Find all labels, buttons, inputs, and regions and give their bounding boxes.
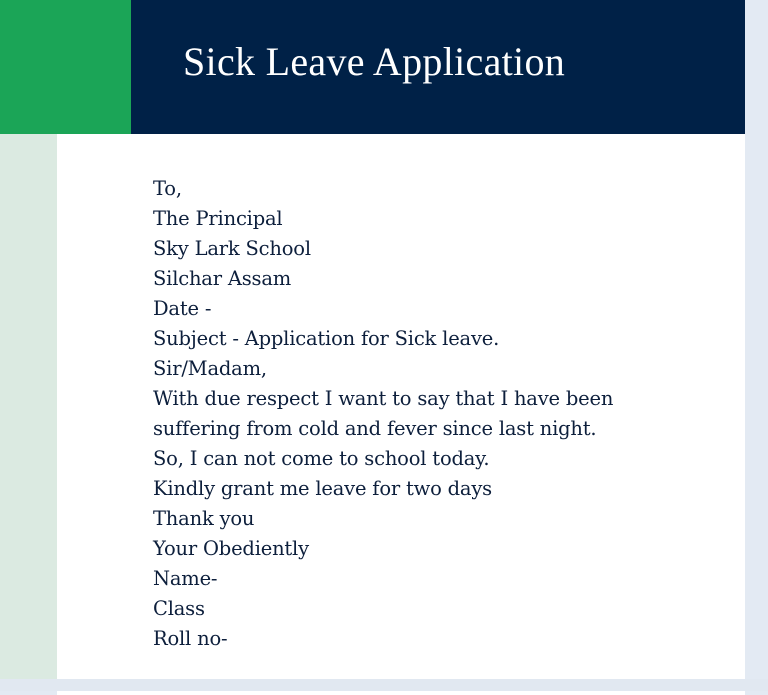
letter-line-recipient: The Principal — [153, 207, 283, 230]
letter-line-name: Name- — [153, 567, 218, 590]
letter-line-subject: Subject - Application for Sick leave. — [153, 327, 500, 350]
letter-card — [57, 134, 745, 679]
letter-line-signoff: Your Obediently — [153, 537, 309, 560]
letter-line-closing: Thank you — [153, 507, 255, 530]
letter-line-to: To, — [153, 177, 182, 200]
page-title: Sick Leave Application — [183, 39, 566, 84]
letter-line-body: Kindly grant me leave for two days — [153, 477, 492, 500]
bottom-divider-band — [0, 679, 768, 691]
letter-line-class: Class — [153, 597, 205, 620]
header-banner — [131, 0, 745, 134]
green-accent-block — [0, 0, 131, 134]
letter-body — [153, 174, 613, 654]
next-card-edge — [57, 691, 745, 695]
letter-line-date: Date - — [153, 297, 212, 320]
right-margin — [745, 0, 768, 695]
letter-line-roll-no: Roll no- — [153, 627, 228, 650]
letter-line-address: Silchar Assam — [153, 267, 292, 290]
letter-line-salutation: Sir/Madam, — [153, 357, 267, 380]
left-decorative-strip — [0, 134, 57, 679]
letter-line-body: With due respect I want to say that I have been — [153, 387, 614, 410]
letter-line-school: Sky Lark School — [153, 237, 311, 260]
letter-line-body: So, I can not come to school today. — [153, 447, 490, 470]
letter-line-body: suffering from cold and fever since last night. — [153, 417, 597, 440]
